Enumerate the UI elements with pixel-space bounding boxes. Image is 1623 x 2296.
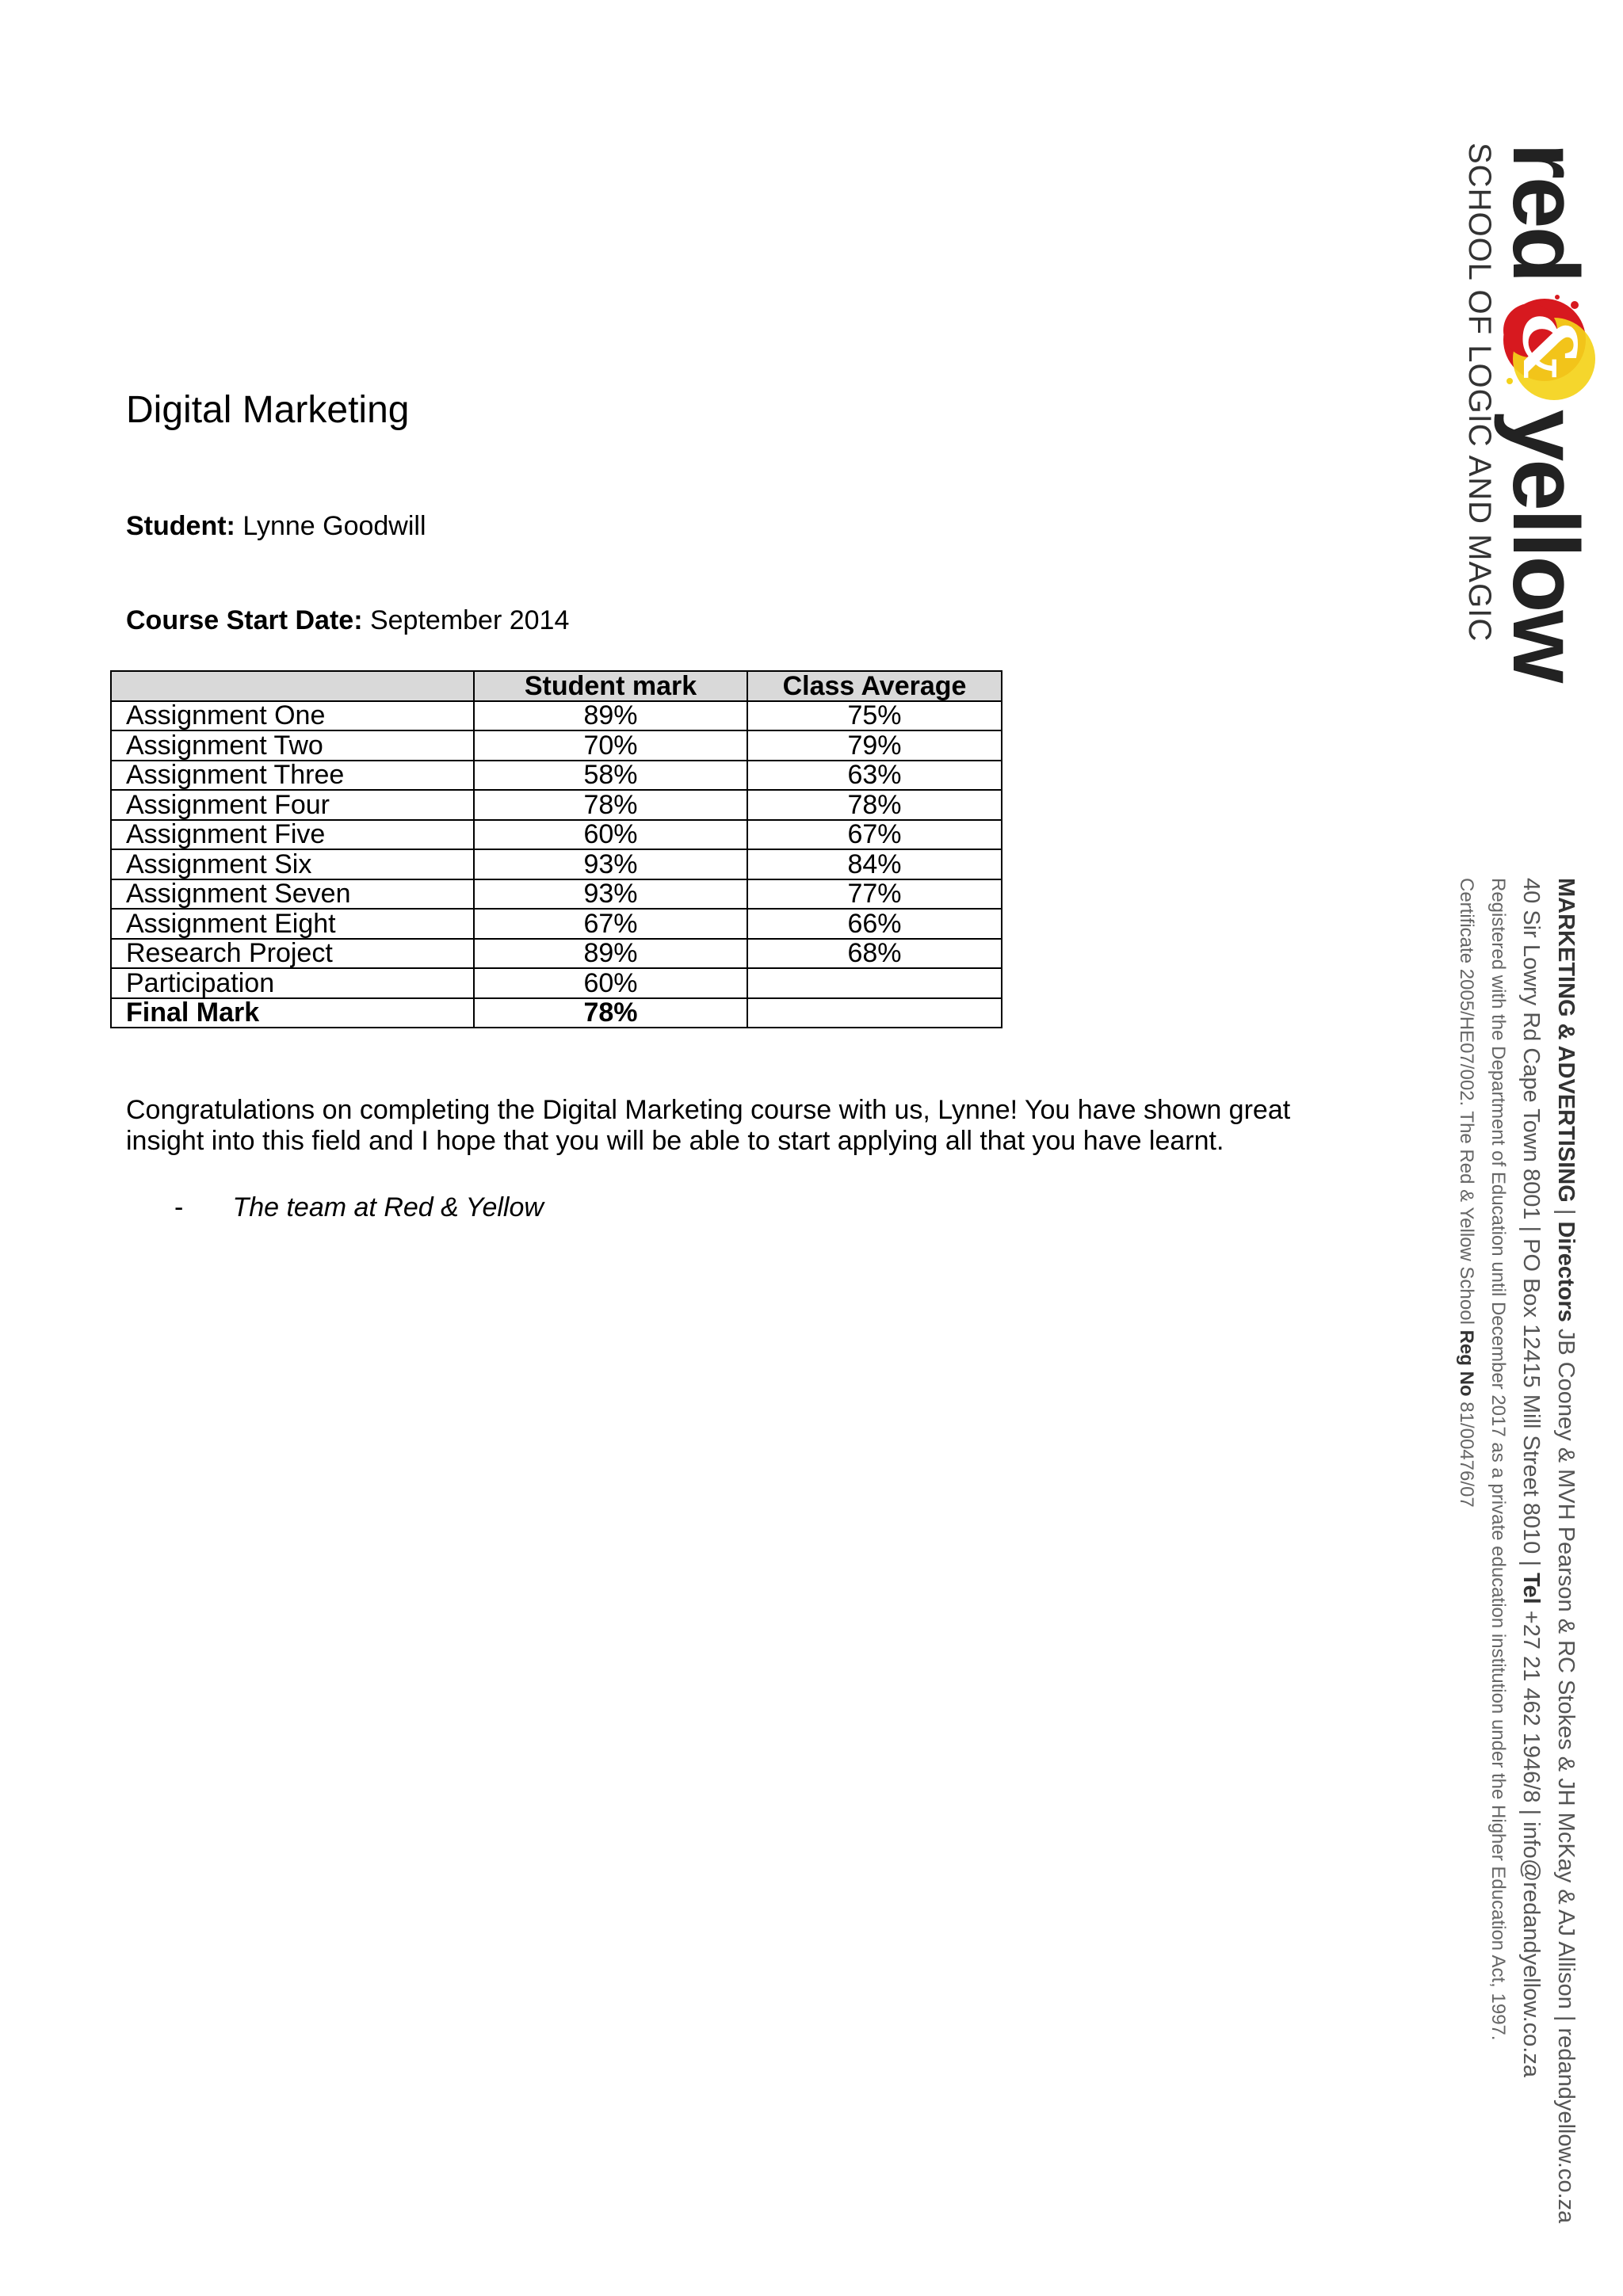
student-mark-cell: 93%: [474, 849, 747, 879]
class-average-cell: 75%: [747, 701, 1002, 731]
row-label: Research Project: [111, 939, 474, 969]
logo: [1493, 143, 1598, 681]
student-mark-cell: 58%: [474, 761, 747, 791]
table-row: [111, 790, 1002, 820]
footer-directors-label: Directors: [1553, 1221, 1579, 1322]
brand-tagline: SCHOOL OF LOGIC AND MAGIC: [1462, 143, 1497, 643]
table-row: [111, 968, 1002, 998]
student-mark-cell: 89%: [474, 939, 747, 969]
row-label: Assignment Two: [111, 730, 474, 761]
header-class-average: Class Average: [747, 671, 1002, 701]
class-average-cell: 63%: [747, 761, 1002, 791]
student-field: [126, 511, 426, 542]
student-mark-cell: 60%: [474, 820, 747, 850]
footer-marketing-label: MARKETING & ADVERTISING: [1553, 878, 1579, 1203]
row-label: Assignment Eight: [111, 909, 474, 939]
table-row: [111, 701, 1002, 731]
header-student-mark: Student mark: [474, 671, 747, 701]
footer-reg-label: Reg No: [1456, 1329, 1477, 1397]
footer-line-3: Registered with the Department of Education until December 2017 as a private education institution under the Higher Education Act, 1997.: [1487, 878, 1509, 2041]
student-mark-cell: 70%: [474, 730, 747, 761]
final-class-average-cell: [747, 998, 1002, 1028]
footer-tel-label: Tel: [1518, 1572, 1544, 1604]
class-average-cell: [747, 968, 1002, 998]
student-name: Lynne Goodwill: [242, 511, 426, 541]
header-blank: [111, 671, 474, 701]
brand-block: [1461, 143, 1598, 681]
student-mark-cell: 60%: [474, 968, 747, 998]
footer-line-1: [1549, 878, 1583, 2223]
signoff-text: The team at Red & Yellow: [232, 1192, 544, 1222]
final-mark-label: Final Mark: [111, 998, 474, 1028]
table-row: [111, 879, 1002, 910]
signoff-dash: -: [174, 1192, 184, 1222]
table-row: [111, 939, 1002, 969]
footer-certificate: Certificate 2005/HE07/002. The Red & Yellow School: [1456, 878, 1477, 1330]
footer-separator: |: [1553, 1202, 1579, 1222]
row-label: Participation: [111, 968, 474, 998]
table-header-row: [111, 671, 1002, 701]
student-mark-cell: 67%: [474, 909, 747, 939]
table-row: [111, 730, 1002, 761]
student-mark-cell: 89%: [474, 701, 747, 731]
ampersand-swirl-icon: [1484, 286, 1607, 405]
footer-directors: JB Cooney & MVH Pearson & RC Stokes & JH McKay & AJ Allison | redandyellow.co.za: [1553, 1322, 1579, 2224]
footer-address: 40 Sir Lowry Rd Cape Town 8001 | PO Box 12415 Mill Street 8010 |: [1518, 878, 1544, 1573]
footer-block: [1450, 878, 1583, 2223]
student-label: Student:: [126, 511, 235, 541]
row-label: Assignment One: [111, 701, 474, 731]
logo-word-yellow: yellow: [1493, 409, 1598, 681]
class-average-cell: 66%: [747, 909, 1002, 939]
class-average-cell: 79%: [747, 730, 1002, 761]
class-average-cell: 78%: [747, 790, 1002, 820]
table-row: [111, 849, 1002, 879]
class-average-cell: 84%: [747, 849, 1002, 879]
final-mark-value: 78%: [474, 998, 747, 1028]
footer-line-4: [1450, 878, 1482, 2223]
svg-text:&: &: [1507, 313, 1593, 379]
row-label: Assignment Four: [111, 790, 474, 820]
marks-table-body: [111, 701, 1002, 1028]
course-title: Digital Marketing: [126, 389, 410, 431]
course-start-value: September 2014: [369, 605, 570, 635]
table-row: [111, 820, 1002, 850]
row-label: Assignment Seven: [111, 879, 474, 910]
congratulations-message: Congratulations on completing the Digital Marketing course with us, Lynne! You have shown great insight into this field and I hope that you will be able to start applying all that you have learnt.: [126, 1095, 1291, 1156]
marks-table: [110, 670, 1002, 1028]
logo-word-red: red: [1493, 143, 1598, 281]
class-average-cell: 77%: [747, 879, 1002, 910]
student-mark-cell: 93%: [474, 879, 747, 910]
class-average-cell: 68%: [747, 939, 1002, 969]
final-mark-row: [111, 998, 1002, 1028]
footer-tel: +27 21 462 1946/8 | info@redandyellow.co.za: [1518, 1604, 1544, 2077]
footer-reg: 81/00476/07: [1456, 1396, 1477, 1508]
row-label: Assignment Three: [111, 761, 474, 791]
student-mark-cell: 78%: [474, 790, 747, 820]
row-label: Assignment Six: [111, 849, 474, 879]
table-row: [111, 909, 1002, 939]
course-start-field: [126, 605, 569, 636]
row-label: Assignment Five: [111, 820, 474, 850]
signoff: [174, 1192, 544, 1223]
class-average-cell: 67%: [747, 820, 1002, 850]
footer-line-2: [1514, 878, 1549, 2223]
course-start-label: Course Start Date:: [126, 605, 363, 635]
table-row: [111, 761, 1002, 791]
